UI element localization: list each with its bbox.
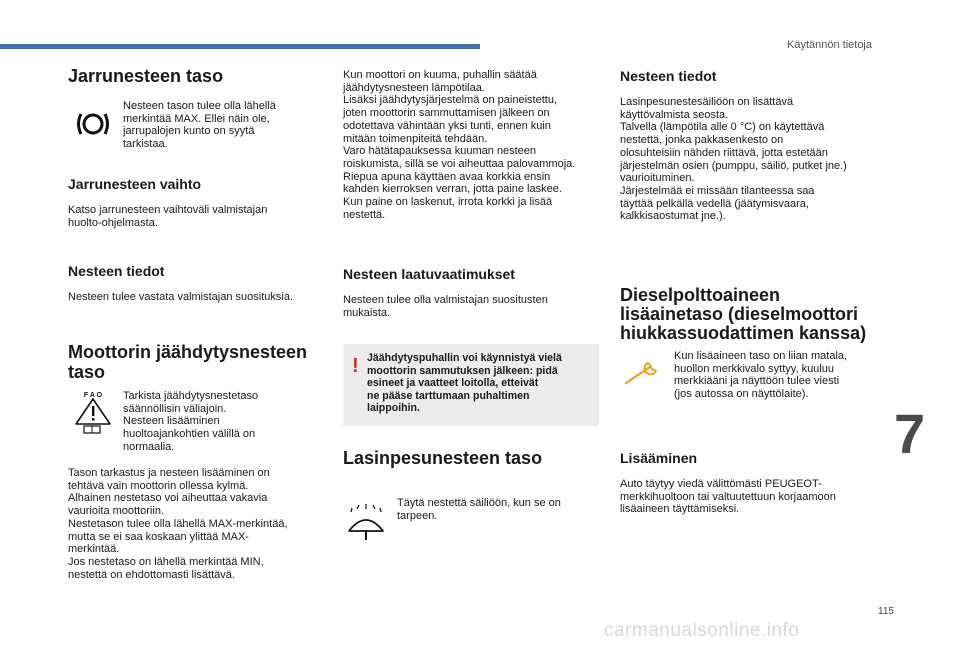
coolant-warning-icon — [72, 390, 114, 439]
brake-fluid-change-text: Katso jarrunesteen vaihtoväli valmistajan huolto-ohjelmasta. — [68, 204, 268, 229]
washer-fluid-title: Lasinpesunesteen taso — [343, 448, 543, 468]
page-number: 115 — [878, 606, 894, 617]
washer-fluid-specs-title: Nesteen tiedot — [620, 68, 717, 84]
service-wrench-icon — [622, 359, 662, 392]
windscreen-washer-icon — [345, 503, 387, 546]
watermark: carmanualsonline.info — [604, 620, 800, 641]
brake-fluid-change-title: Jarrunesteen vaihto — [68, 176, 202, 192]
brake-fluid-level-title: Jarrunesteen taso — [68, 66, 224, 86]
coolant-hot-text: Kun moottori on kuuma, puhallin säätää jäähdytysnesteen lämpötilaa. Lisäksi jäähdytysjärjestelmä on paineistettu, joten moottorin sammuttamisen jälkeen on odotettava vähintään yksi tunti, ennen kuin mitään toimenpiteitä tehdään. Varo hätätapauksessa kuuman nesteen roiskumista, sillä se voi aiheuttaa palovammoja. Riepua apuna käyttäen avaa korkkia ensin kahden kierroksen verran, jotta paine laskee. Kun paine on laskenut, irrota korkki ja lisää nestettä. — [343, 69, 576, 221]
fluid-quality-text: Nesteen tulee olla valmistajan suositusten mukaista. — [343, 294, 548, 319]
brake-warning-icon — [76, 109, 110, 144]
chapter-number: 7 — [894, 402, 926, 465]
washer-fluid-text: Täytä nestettä säiliöön, kun se on tarpeen. — [397, 497, 561, 522]
top-accent-bar — [0, 44, 480, 49]
diesel-additive-text: Kun lisäaineen taso on liian matala, huollon merkkivalo syttyy, kuuluu merkkiääni ja näyttöön tulee viesti (jos autossa on näyttölaite). — [674, 350, 848, 401]
diesel-additive-title: Dieselpolttoaineen lisäainetaso (dieselmoottori hiukkassuodattimen kanssa) — [620, 285, 867, 343]
topping-up-text: Auto täytyy viedä välittömästi PEUGEOT- merkkihuoltoon tai valtuutettuun korjaamoon lisäaineen täyttämiseksi. — [620, 478, 836, 516]
washer-fluid-specs-text: Lasinpesunestesäiliöön on lisättävä käyttövalmista seosta. Talvella (lämpötila alle 0 °C) on käytettävä nestettä, jonka pakkasenkesto on olosuhteisiin nähden riittävä, jotta estetään järjestelmän osien (pumppu, säiliö, putket jne.) vaurioituminen. Järjestelmää ei missään tilanteessa saa täyttää pelkällä vedellä (jäätymisvaara, kalkkisaostumat jne.). — [620, 96, 847, 223]
warning-icon: ! — [352, 355, 359, 377]
svg-text:F A O: F A O — [83, 392, 103, 399]
coolant-level-title: Moottorin jäähdytysnesteen taso — [68, 342, 308, 382]
fluid-specs-text: Nesteen tulee vastata valmistajan suosituksia. — [68, 291, 294, 303]
topping-up-title: Lisääminen — [620, 450, 698, 466]
fluid-specs-title: Nesteen tiedot — [68, 263, 165, 279]
fan-warning-box — [343, 344, 599, 426]
coolant-level-body: Tason tarkastus ja nesteen lisääminen on tehtävä vain moottorin ollessa kylmä. Alhainen nestetaso voi aiheuttaa vakavia vaurioita moottoriin. Nestetason tulee olla lähellä MAX-merkintää, mutta se ei saa koskaan ylittää MAX- merkintää. Jos nestetaso on lähellä merkintää MIN, nestettä on ehdottomasti lisättävä. — [68, 467, 288, 581]
fan-warning-text: Jäähdytyspuhallin voi käynnistyä vielä moottorin sammutuksen jälkeen: pidä esineet ja vaatteet loitolla, etteivät ne pääse tarttumaan puhaltimen laippoihin. — [367, 352, 562, 415]
section-label: Käytännön tietoja — [786, 39, 872, 51]
coolant-level-icon-text: Tarkista jäähdytysnestetaso säännöllisin väliajoin. Nesteen lisääminen huoltoajankohtien välillä on normaalia. — [123, 390, 259, 453]
fluid-quality-title: Nesteen laatuvaatimukset — [343, 266, 515, 282]
brake-fluid-level-text: Nesteen tason tulee olla lähellä merkintää MAX. Ellei näin ole, jarrupalojen kunto on syytä tarkistaa. — [123, 100, 276, 151]
